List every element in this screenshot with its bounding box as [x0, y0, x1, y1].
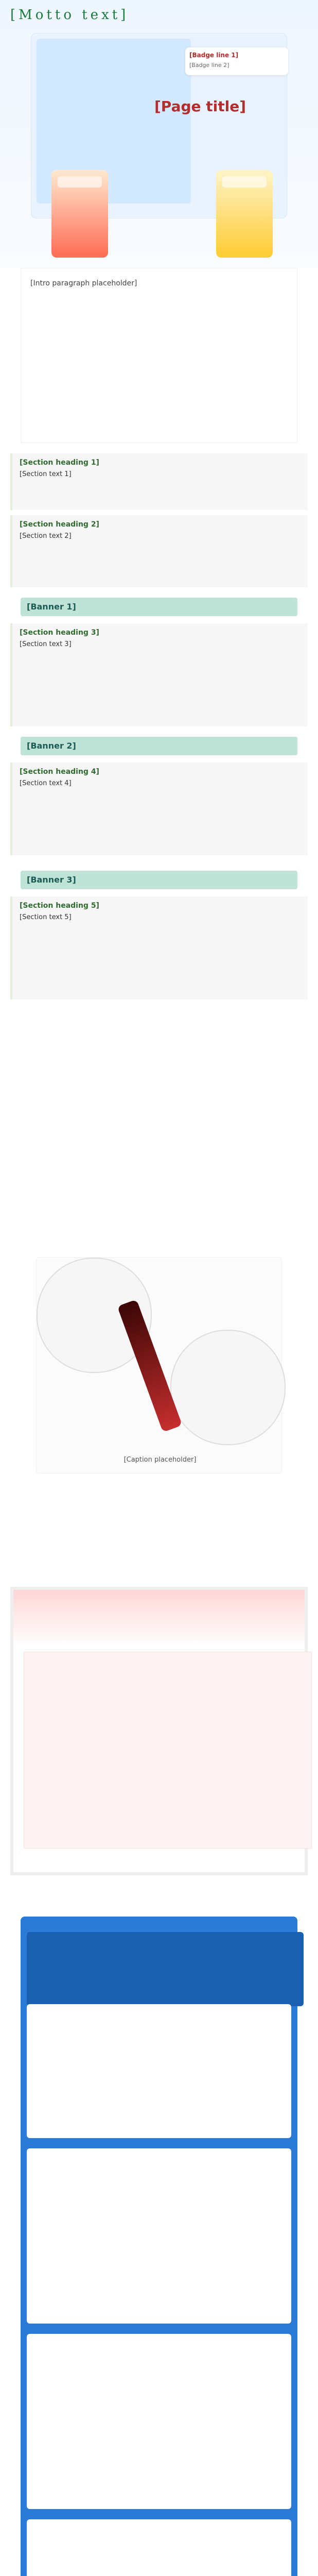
section-4-heading: [Section heading 4]: [20, 768, 99, 776]
section-3-text: [Section text 3]: [20, 640, 72, 648]
section-2-text: [Section text 2]: [20, 532, 72, 540]
section-3-heading: [Section heading 3]: [20, 629, 99, 637]
banner-3: [Banner 3]: [21, 871, 297, 889]
glove-right: [170, 1330, 286, 1445]
badge-line-1: [Badge line 1]: [189, 52, 239, 59]
blood-bag-left: [51, 170, 108, 258]
hero: [0, 0, 318, 268]
motto: [Motto text]: [10, 7, 129, 23]
badge-line-2: [Badge line 2]: [189, 62, 229, 69]
section-1: [10, 453, 308, 510]
hospital-badge: [185, 47, 288, 75]
page-title: [Page title]: [154, 98, 246, 115]
product-list: [21, 1917, 297, 2576]
intro-paragraph: [Intro paragraph placeholder]: [30, 279, 137, 287]
section-2-heading: [Section heading 2]: [20, 520, 99, 529]
recruit-poster: [10, 1587, 308, 1875]
blood-bag-right: [216, 170, 273, 258]
intro-card: [21, 268, 297, 443]
banner-1: [Banner 1]: [21, 598, 297, 616]
section-5-text: [Section text 5]: [20, 913, 72, 921]
section-3: [10, 623, 308, 726]
tube-caption: [Caption placeholder]: [123, 1456, 197, 1464]
section-4-text: [Section text 4]: [20, 779, 72, 787]
section-1-text: [Section text 1]: [20, 470, 72, 478]
section-2: [10, 515, 308, 587]
section-4: [10, 762, 308, 855]
section-1-heading: [Section heading 1]: [20, 459, 99, 467]
section-5-heading: [Section heading 5]: [20, 902, 99, 910]
blood-tube-figure: [36, 1257, 282, 1473]
section-5: [10, 896, 308, 999]
banner-2: [Banner 2]: [21, 737, 297, 755]
